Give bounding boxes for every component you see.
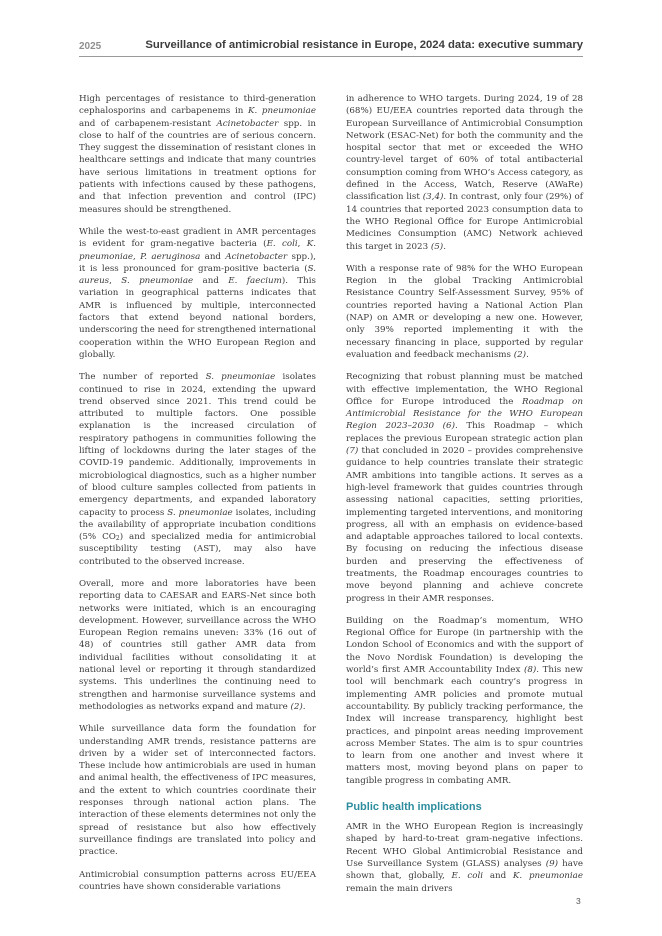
header-rule [79,56,583,57]
paragraph-pneumoniae-trend: The number of reported S. pneumoniae isolates continued to rise in 2024, extending the upward trend observed since 2021. This trend could be attributed to multiple factors. One possible explanation is the increased circulation of respiratory pathogens in communities following the lifting of lockdowns during the later stages of the COVID-19 pandemic. Additionally, improvements in microbiological diagnostics, such as a higher number of blood culture samples collected from patients in emergency departments, and expanded laboratory capacity to process S. pneumoniae isolates, including the availability of appropriate incubation conditions (5% CO2) and specialized media for antimicrobial susceptibility testing (AST), may also have contributed to the observed increase. [79,372,316,567]
paragraph-accountability-index: Building on the Roadmap’s momentum, WHO Regional Office for Europe (in partnership with the London School of Economics and with the support of the Novo Nordisk Foundation) is developing the world’s first AMR Accountability Index (8). This new tool will benchmark each country’s progress in implementing AMR policies and promote mutual accountability. By publicly tracking performance, the Index will increase transparency, highlight best practices, and pinpoint areas needing improvement across Member States. The aim is to spur countries to learn from one another and invest where it matters most, moving beyond plans on paper to tangible progress in combating AMR. [346,615,583,786]
section-heading-public-health: Public health implications [346,801,482,814]
paragraph-resistance-concern: High percentages of resistance to third-generation cephalosporins and carbapenems in K. pneumoniae and of carbapenem-resistant Acinetobacter spp. in close to half of the countries are of serious concern. They suggest the dissemination of resistant clones in healthcare settings and indicate that many countries have serious limitations in treatment options for patients with infections caused by these pathogens, and that infection prevention and control (IPC) measures should be strengthened. [79,94,316,215]
paragraph-national-action-plans: With a response rate of 98% for the WHO European Region in the global Tracking Antimicrobial Resistance Country Self-Assessment Survey, 95% of countries reported having a National Action Plan (NAP) on AMR or developing a new one. However, only 39% reported implementing it with the necessary financing in place, supported by regular evaluation and feedback mechanisms (2). [346,263,583,360]
paragraph-roadmap: Recognizing that robust planning must be matched with effective implementation, the WHO Regional Office for Europe introduced the Roadmap on Antimicrobial Resistance for the WHO European Region 2023–2030 (6). This Roadmap – which replaces the previous European strategic action plan (7) that concluded in 2020 – provides comprehensive guidance to help countries translate their strategic AMR ambitions into tangible actions. It serves as a high-level framework that guides countries through assessing national capacities, setting priorities, implementing targeted interventions, and monitoring progress, all with an emphasis on evidence-based and adaptable approaches tailored to local contexts. By focusing on reducing the infectious disease burden and preserving the effectiveness of treatments, the Roadmap encourages countries to move beyond planning and achieve concrete progress in their AMR responses. [346,372,583,604]
left-column [79,93,316,903]
paragraph-surveillance-networks: Overall, more and more laboratories have been reporting data to CAESAR and EARS-Net since both networks were initiated, which is an encouraging development. However, surveillance across the WHO European Region remains uneven: 33% (16 out of 48) of countries still gather AMR data from individual facilities without consolidating it at national level or reporting it through standardized systems. This underlines the continuing need to strengthen and harmonise surveillance systems and methodologies as networks expand and mature (2). [79,578,316,712]
report-year: 2025 [79,41,102,52]
paragraph-interconnected-factors: While surveillance data form the foundation for understanding AMR trends, resistance patterns are driven by a wider set of interconnected factors. These include how antimicrobials are used in human and animal health, the effectiveness of IPC measures, and the extent to which countries coordinate their responses through national action plans. The interaction of these elements determines not only the spread of resistance but also how effectively surveillance findings are translated into policy and practice. [79,724,316,858]
paragraph-who-targets: in adherence to WHO targets. During 2024, 19 of 28 (68%) EU/EEA countries reported data through the European Surveillance of Antimicrobial Consumption Network (ESAC-Net) for both the community and the hospital sector that met or exceeded the WHO country-level target of 60% of total antibacterial consumption coming from WHO’s Access category, as defined in the Access, Watch, Reserve (AWaRe) classification list (3,4). In contrast, only four (29%) of 14 countries that reported 2023 consumption data to the WHO Regional Office for Europe Antimicrobial Medicines Consumption (AMC) Network achieved this target in 2023 (5). [346,94,584,252]
paragraph-consumption-patterns: Antimicrobial consumption patterns across EU/EEA countries have shown considerable variations [79,869,316,892]
page-number: 3 [576,896,581,906]
paragraph-public-health: AMR in the WHO European Region is increasingly shaped by hard-to-treat gram-negative infections. Recent WHO Global Antimicrobial Resistance and Use Surveillance System (GLASS) analyses (9) have shown that, globally, E. coli and K. pneumoniae remain the main drivers [346,822,583,894]
paragraph-geographic-gradient: While the west-to-east gradient in AMR percentages is evident for gram-negative bacteria (E. coli, K. pneumoniae, P. aeruginosa and Acinetobacter spp.), it is less pronounced for gram-positive bacteria (S. aureus, S. pneumoniae and E. faecium). This variation in geographical patterns indicates that AMR is influenced by multiple, interconnected factors that extend beyond national borders, underscoring the need for strengthened international cooperation within the WHO European Region and globally. [79,226,317,360]
running-header [79,38,583,60]
right-column [346,93,583,905]
document-title: Surveillance of antimicrobial resistance in Europe, 2024 data: executive summary [145,39,583,51]
